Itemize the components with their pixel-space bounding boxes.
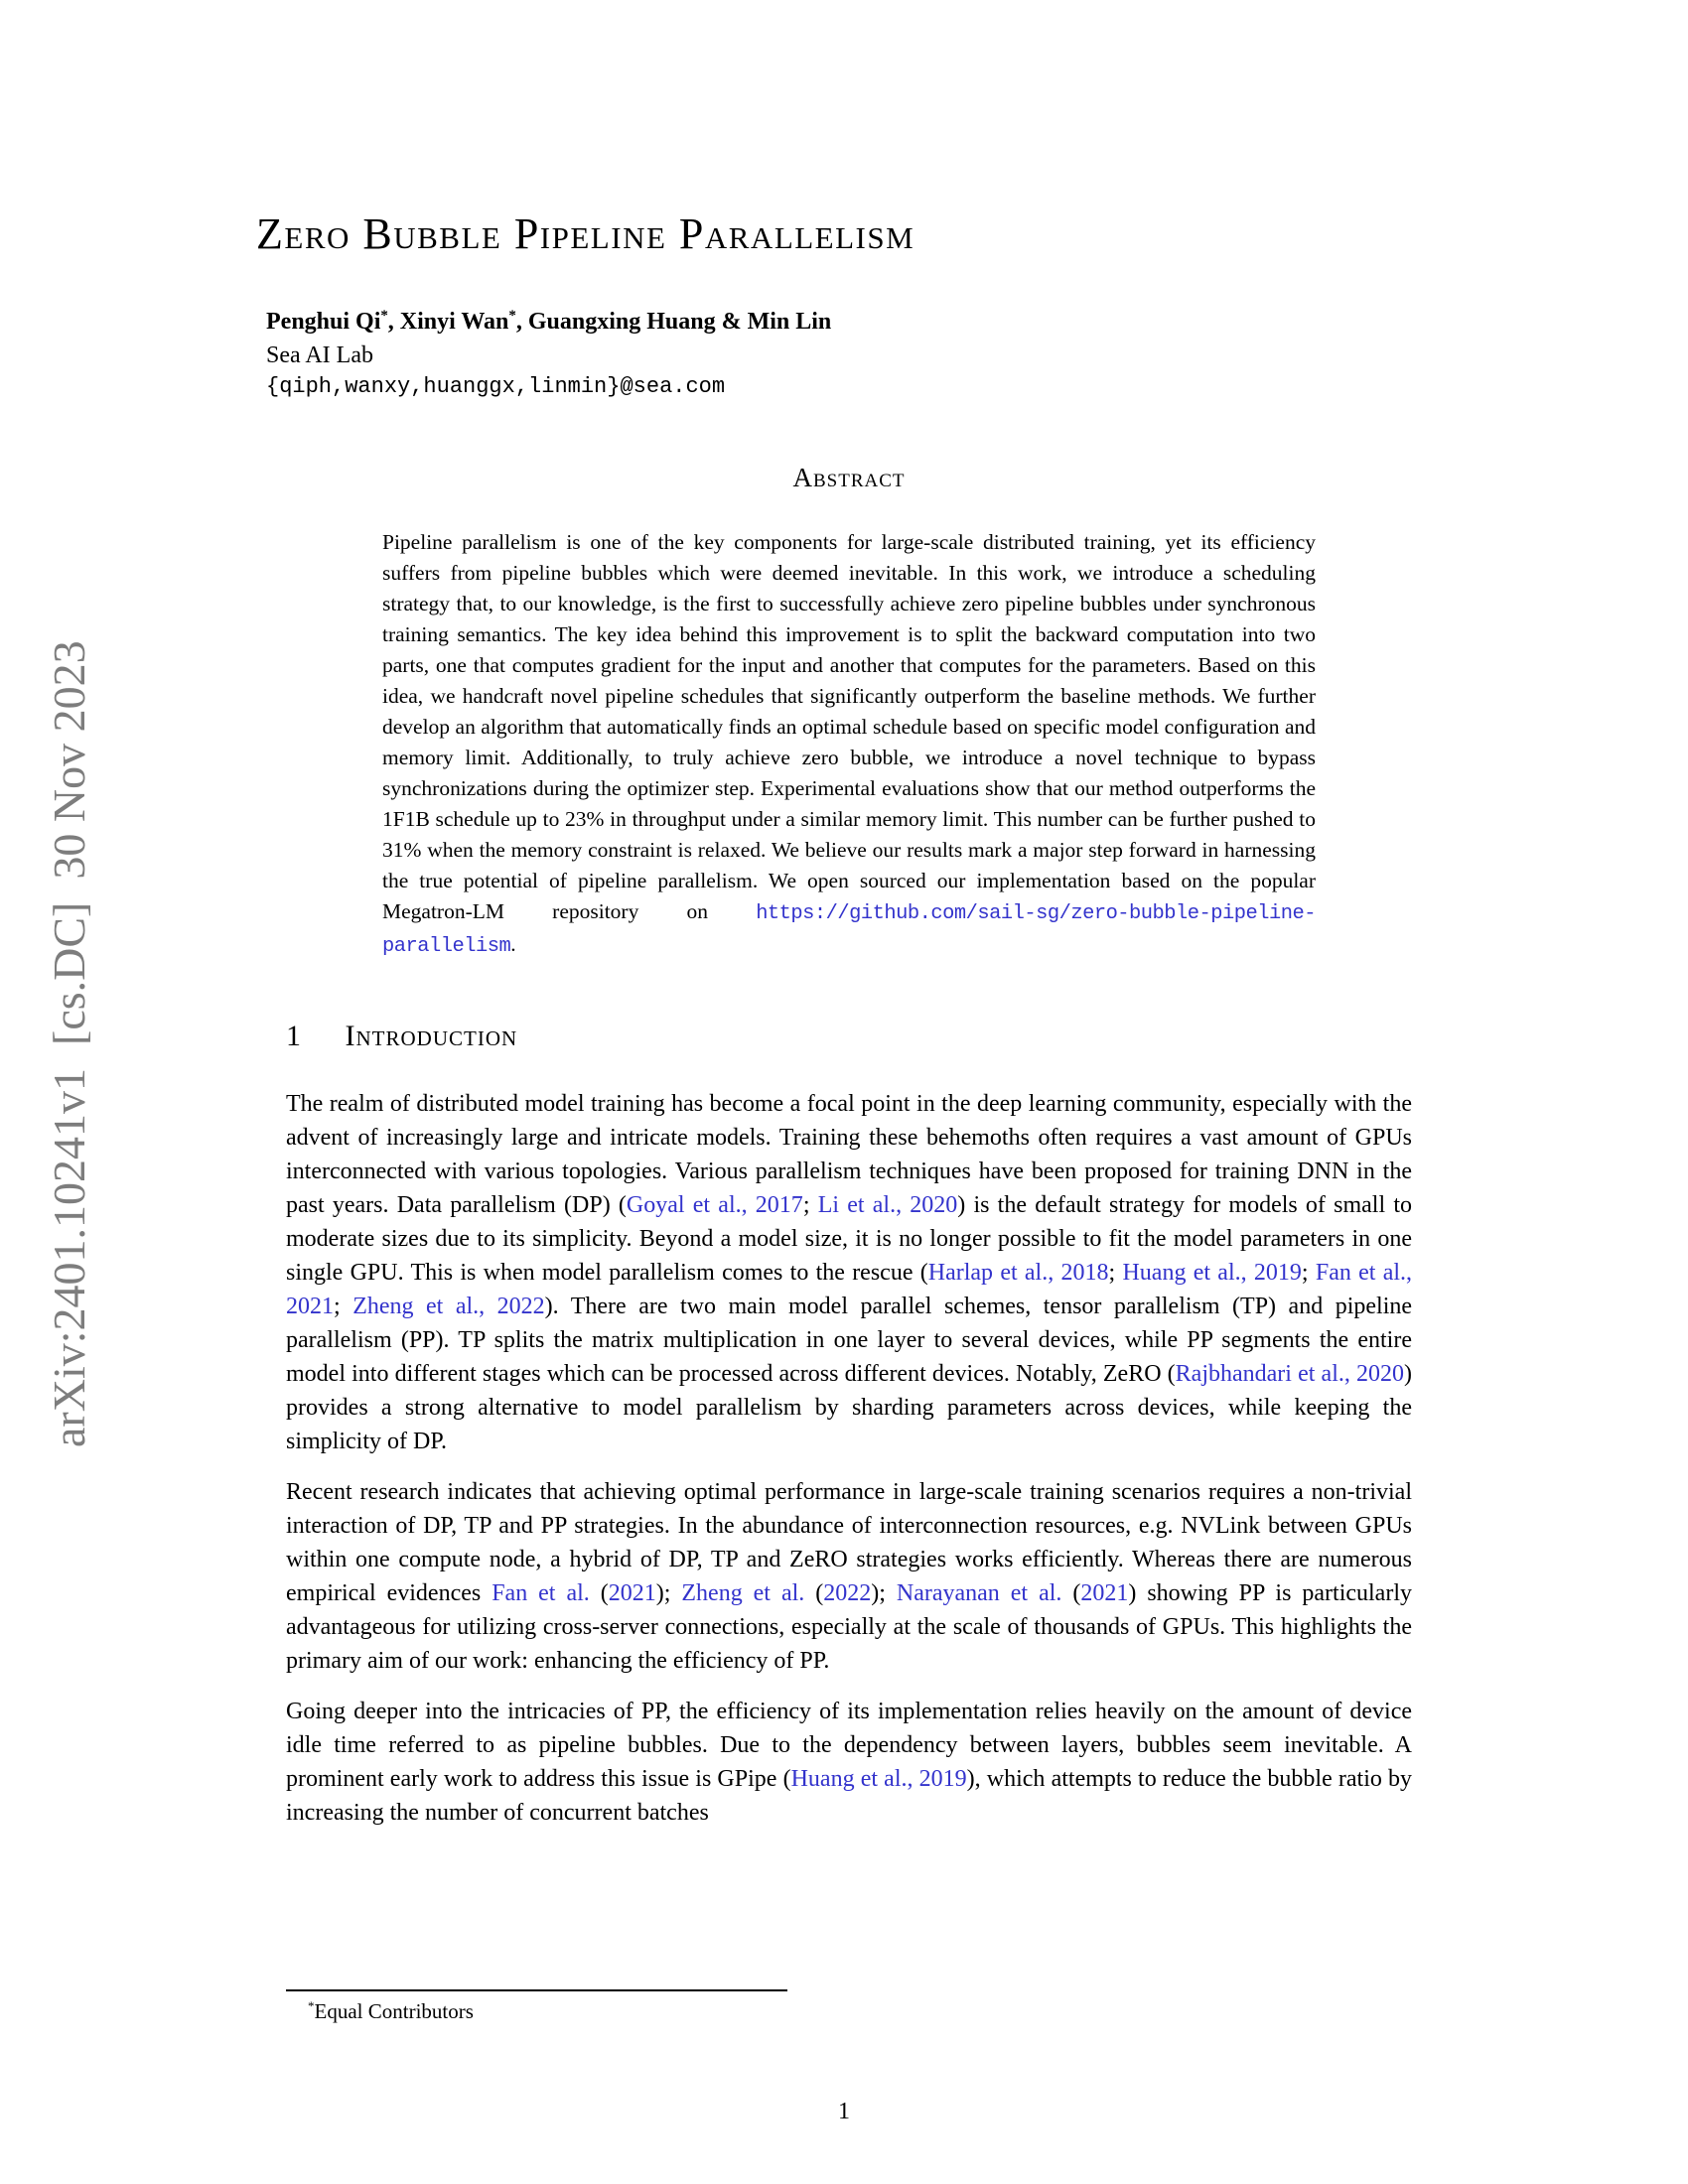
- text-segment: ) provides a strong alternative to model parallelism by sharding parameters across devices, while keeping the simplicity of DP.: [286, 1361, 1412, 1454]
- section-heading-introduction: [286, 1020, 1412, 1053]
- github-repo-link[interactable]: https://github.com/sail-sg/: [756, 902, 1071, 925]
- footnote: [286, 1989, 1412, 2024]
- author-line: [266, 309, 1412, 336]
- text-segment: );: [655, 1580, 682, 1606]
- section-title: Introduction: [345, 1020, 518, 1052]
- abstract-text: [382, 527, 1316, 962]
- citation-link[interactable]: Rajbhandari et al., 2020: [1175, 1361, 1404, 1387]
- text-segment: ). There are two main model parallel schemes, tensor parallelism (TP) and pipeline parallelism (PP). TP splits the matrix multiplication in one layer to several devices, while PP segments the entire model into different stages which can be processed across different devices. Notably, ZeRO (: [286, 1294, 1413, 1387]
- text-segment: The realm of distributed model training has become a focal point in the deep learning community, especially with the advent of increasingly large and intricate models. Training these behemoths often requires a vast amount of GPUs interconnected with various topologies. Various parallelism techniques have been proposed for training DNN in the past years. Data parallelism (DP) (: [286, 1091, 1412, 1218]
- citation-link[interactable]: Huang et al., 2019: [790, 1766, 967, 1792]
- arxiv-watermark: arXiv:2401.10241v1 [cs.DC] 30 Nov 2023: [44, 640, 94, 1448]
- section-number: 1: [286, 1020, 301, 1052]
- citation-link[interactable]: Fan et al., 2021: [286, 1260, 1413, 1319]
- footnote-rule: [286, 1989, 787, 1991]
- page-number: 1: [838, 2099, 850, 2124]
- paper-title: Zero Bubble Pipeline Parallelism: [256, 209, 915, 258]
- text-segment: ), which attempts to reduce the bubble ratio by increasing the number of concurrent batches: [286, 1766, 1413, 1826]
- equal-contrib-marker: *: [508, 308, 516, 324]
- text-segment: Recent research indicates that achieving optimal performance in large-scale training scenarios requires a non-trivial interaction of DP, TP and PP strategies. In the abundance of interconnection resources, e.g. NVLink between GPUs within one compute node, a hybrid of DP, TP and ZeRO strategies works efficiently. Whereas there are numerous empirical evidences: [286, 1479, 1412, 1606]
- citation-link[interactable]: Li et al., 2020: [817, 1192, 958, 1218]
- citation-link[interactable]: Zheng et al., 2022: [352, 1294, 545, 1319]
- text-segment: Going deeper into the intricacies of PP, the efficiency of its implementation relies heavily on the amount of device idle time referred to as pipeline bubbles. Due to the dependency between layers, bubbles seem inevitable. A prominent early work to address this issue is GPipe (: [286, 1699, 1412, 1792]
- text-segment: Equal Contributors: [314, 1999, 474, 2023]
- text-segment: ) is the default strategy for models of small to moderate sizes due to its simplicity. Beyond a model size, it is no longer possible to fit the model parameters in one single GPU. This is when model parallelism comes to the rescue (: [286, 1192, 1412, 1286]
- text-segment: ;: [1108, 1260, 1123, 1286]
- intro-paragraph-1: [286, 1087, 1412, 1458]
- equal-contrib-marker: *: [380, 308, 388, 324]
- text-segment: );: [871, 1580, 897, 1606]
- citation-link[interactable]: Fan et al.: [492, 1580, 590, 1606]
- citation-link[interactable]: 2022: [823, 1580, 872, 1606]
- text-segment: ;: [1301, 1260, 1316, 1286]
- citation-link[interactable]: Harlap et al., 2018: [927, 1260, 1109, 1286]
- affiliation: Sea AI Lab: [266, 342, 373, 368]
- footnote-marker: *: [308, 1998, 315, 2013]
- citation-link[interactable]: Narayanan et al.: [896, 1580, 1062, 1606]
- text-segment: Pipeline parallelism is one of the key components for large-scale distributed training, yet its efficiency suffers from pipeline bubbles which were deemed inevitable. In this work, we introduce a scheduling strategy that, to our knowledge, is the first to successfully achieve zero pipeline bubbles under synchronous training semantics. The key idea behind this improvement is to split the backward computation into two parts, one that computes gradient for the input and another that computes for the parameters. Based on this idea, we handcraft novel pipeline schedules that significantly outperform the baseline methods. We further develop an algorithm that automatically finds an optimal schedule based on specific model configuration and memory limit. Additionally, to truly achieve zero bubble, we introduce a novel technique to bypass synchronizations during the optimizer step. Experimental evaluations show that our method outperforms the 1F1B schedule up to 23% in throughput under a similar memory limit. This number can be further pushed to 31% when the memory constraint is relaxed. We believe our results mark a major step forward in harnessing the true potential of pipeline parallelism. We open sourced our implementation based on the popular Megatron-LM repository on: [382, 530, 1316, 923]
- intro-paragraph-2: [286, 1475, 1412, 1678]
- intro-paragraph-3: [286, 1695, 1412, 1830]
- github-repo-link[interactable]: zero-bubble-pipeline-parallelism: [382, 902, 1316, 958]
- text-segment: Penghui Qi: [266, 309, 381, 335]
- text-segment: , Xinyi Wan: [387, 309, 509, 335]
- text-segment: , Guangxing Huang & Min Lin: [515, 309, 832, 335]
- citation-link[interactable]: Huang et al., 2019: [1122, 1260, 1302, 1286]
- footnote-text: [308, 1999, 1412, 2024]
- author-emails: {qiph,wanxy,huanggx,linmin}@sea.com: [266, 374, 726, 399]
- text-segment: (: [1061, 1580, 1081, 1606]
- text-segment: (: [589, 1580, 609, 1606]
- citation-link[interactable]: 2021: [1080, 1580, 1129, 1606]
- text-segment: ) showing PP is particularly advantageous for utilizing cross-server connections, especially at the scale of thousands of GPUs. This highlights the primary aim of our work: enhancing the efficiency of PP.: [286, 1580, 1412, 1674]
- paper-content-column: [256, 0, 1413, 1830]
- text-segment: .: [510, 932, 516, 956]
- text-segment: (: [804, 1580, 824, 1606]
- abstract-heading: Abstract: [792, 463, 906, 492]
- citation-link[interactable]: 2021: [608, 1580, 656, 1606]
- text-segment: ;: [334, 1294, 353, 1319]
- citation-link[interactable]: Zheng et al.: [681, 1580, 805, 1606]
- text-segment: ;: [802, 1192, 818, 1218]
- citation-link[interactable]: Goyal et al., 2017: [626, 1192, 803, 1218]
